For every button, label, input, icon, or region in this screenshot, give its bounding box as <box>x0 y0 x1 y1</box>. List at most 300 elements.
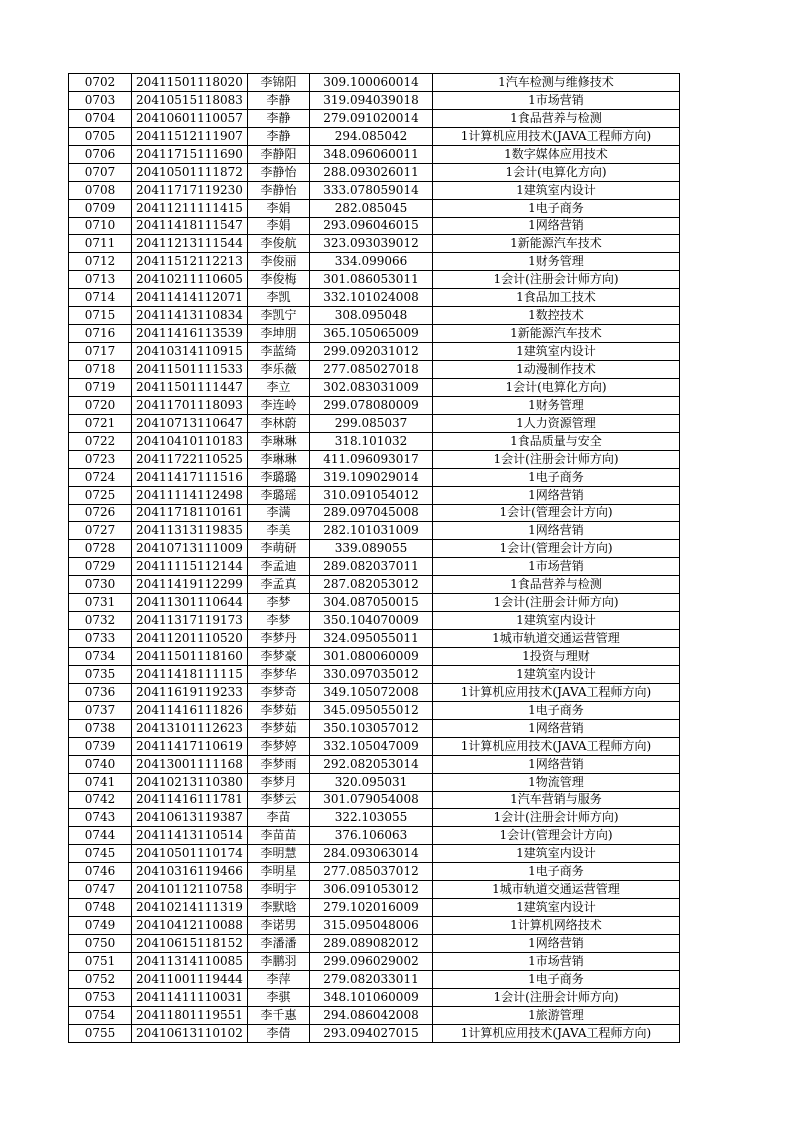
table-row <box>69 791 680 809</box>
student-name-cell: 李鹏羽 <box>248 952 310 970</box>
sequence-cell: 0749 <box>69 917 132 935</box>
sequence-cell: 0734 <box>69 648 132 666</box>
table-row <box>69 235 680 253</box>
table-row <box>69 127 680 145</box>
table-row <box>69 1024 680 1042</box>
major-cell: 1建筑室内设计 <box>433 343 680 361</box>
score-cell: 310.091054012 <box>310 486 433 504</box>
score-cell: 324.095055011 <box>310 630 433 648</box>
exam-id-cell: 20410515118083 <box>132 91 248 109</box>
student-name-cell: 李俊航 <box>248 235 310 253</box>
score-cell: 282.101031009 <box>310 522 433 540</box>
table-row <box>69 648 680 666</box>
major-cell: 1食品质量与安全 <box>433 432 680 450</box>
major-cell: 1建筑室内设计 <box>433 845 680 863</box>
score-cell: 332.105047009 <box>310 737 433 755</box>
sequence-cell: 0740 <box>69 755 132 773</box>
score-cell: 330.097035012 <box>310 665 433 683</box>
score-cell: 282.085045 <box>310 199 433 217</box>
exam-id-cell: 20411715111690 <box>132 145 248 163</box>
major-cell: 1会计(注册会计师方向) <box>433 594 680 612</box>
exam-id-cell: 20413001111168 <box>132 755 248 773</box>
score-cell: 309.100060014 <box>310 74 433 92</box>
score-cell: 294.086042008 <box>310 1006 433 1024</box>
student-name-cell: 李连岭 <box>248 396 310 414</box>
exam-id-cell: 20410613110102 <box>132 1024 248 1042</box>
table-row <box>69 414 680 432</box>
major-cell: 1会计(注册会计师方向) <box>433 271 680 289</box>
sequence-cell: 0722 <box>69 432 132 450</box>
score-cell: 304.087050015 <box>310 594 433 612</box>
student-name-cell: 李梦云 <box>248 791 310 809</box>
exam-id-cell: 20410410110183 <box>132 432 248 450</box>
exam-id-cell: 20411114112498 <box>132 486 248 504</box>
score-cell: 277.085027018 <box>310 361 433 379</box>
sequence-cell: 0719 <box>69 378 132 396</box>
exam-id-cell: 20411417111516 <box>132 468 248 486</box>
exam-id-cell: 20411501118020 <box>132 74 248 92</box>
sequence-cell: 0726 <box>69 504 132 522</box>
sequence-cell: 0751 <box>69 952 132 970</box>
score-cell: 315.095048006 <box>310 917 433 935</box>
major-cell: 1会计(管理会计方向) <box>433 540 680 558</box>
student-name-cell: 李萍 <box>248 970 310 988</box>
major-cell: 1新能源汽车技术 <box>433 325 680 343</box>
student-name-cell: 李林蔚 <box>248 414 310 432</box>
sequence-cell: 0733 <box>69 630 132 648</box>
table-row <box>69 1006 680 1024</box>
score-cell: 299.085037 <box>310 414 433 432</box>
major-cell: 1网络营销 <box>433 935 680 953</box>
score-cell: 293.096046015 <box>310 217 433 235</box>
exam-id-cell: 20411213111544 <box>132 235 248 253</box>
student-name-cell: 李默晗 <box>248 899 310 917</box>
table-row <box>69 504 680 522</box>
exam-id-cell: 20411411110031 <box>132 988 248 1006</box>
student-name-cell: 李乐薇 <box>248 361 310 379</box>
table-row <box>69 91 680 109</box>
major-cell: 1食品营养与检测 <box>433 576 680 594</box>
score-cell: 345.095055012 <box>310 701 433 719</box>
score-cell: 365.105065009 <box>310 325 433 343</box>
sequence-cell: 0707 <box>69 163 132 181</box>
major-cell: 1建筑室内设计 <box>433 181 680 199</box>
major-cell: 1汽车检测与维修技术 <box>433 74 680 92</box>
sequence-cell: 0739 <box>69 737 132 755</box>
student-name-cell: 李孟迪 <box>248 558 310 576</box>
major-cell: 1动漫制作技术 <box>433 361 680 379</box>
sequence-cell: 0737 <box>69 701 132 719</box>
student-name-cell: 李静怡 <box>248 181 310 199</box>
exam-id-cell: 20411416113539 <box>132 325 248 343</box>
exam-id-cell: 20411413110514 <box>132 827 248 845</box>
student-name-cell: 李璐瑶 <box>248 486 310 504</box>
table-row <box>69 594 680 612</box>
sequence-cell: 0748 <box>69 899 132 917</box>
student-name-cell: 李静阳 <box>248 145 310 163</box>
table-row <box>69 935 680 953</box>
exam-id-cell: 20411414112071 <box>132 289 248 307</box>
score-cell: 332.101024008 <box>310 289 433 307</box>
major-cell: 1市场营销 <box>433 558 680 576</box>
sequence-cell: 0755 <box>69 1024 132 1042</box>
score-cell: 279.082033011 <box>310 970 433 988</box>
sequence-cell: 0747 <box>69 881 132 899</box>
sequence-cell: 0710 <box>69 217 132 235</box>
exam-id-cell: 20411115112144 <box>132 558 248 576</box>
student-name-cell: 李娟 <box>248 217 310 235</box>
sequence-cell: 0716 <box>69 325 132 343</box>
student-name-cell: 李千惠 <box>248 1006 310 1024</box>
sequence-cell: 0723 <box>69 450 132 468</box>
table-row <box>69 307 680 325</box>
major-cell: 1网络营销 <box>433 486 680 504</box>
table-row <box>69 881 680 899</box>
sequence-cell: 0728 <box>69 540 132 558</box>
sequence-cell: 0717 <box>69 343 132 361</box>
score-cell: 289.097045008 <box>310 504 433 522</box>
student-name-cell: 李满 <box>248 504 310 522</box>
score-cell: 376.106063 <box>310 827 433 845</box>
exam-id-cell: 20411801119551 <box>132 1006 248 1024</box>
major-cell: 1旅游管理 <box>433 1006 680 1024</box>
sequence-cell: 0721 <box>69 414 132 432</box>
sequence-cell: 0732 <box>69 612 132 630</box>
sequence-cell: 0705 <box>69 127 132 145</box>
student-name-cell: 李立 <box>248 378 310 396</box>
score-cell: 287.082053012 <box>310 576 433 594</box>
student-name-cell: 李明星 <box>248 863 310 881</box>
table-row <box>69 540 680 558</box>
major-cell: 1食品营养与检测 <box>433 109 680 127</box>
sequence-cell: 0704 <box>69 109 132 127</box>
sequence-cell: 0702 <box>69 74 132 92</box>
score-cell: 299.092031012 <box>310 343 433 361</box>
student-name-cell: 李梦 <box>248 612 310 630</box>
table-row <box>69 701 680 719</box>
student-name-cell: 李俊梅 <box>248 271 310 289</box>
sequence-cell: 0735 <box>69 665 132 683</box>
student-name-cell: 李娟 <box>248 199 310 217</box>
student-name-cell: 李琳琳 <box>248 432 310 450</box>
table-row <box>69 988 680 1006</box>
student-name-cell: 李苗 <box>248 809 310 827</box>
score-cell: 293.094027015 <box>310 1024 433 1042</box>
table-row <box>69 199 680 217</box>
score-cell: 323.093039012 <box>310 235 433 253</box>
sequence-cell: 0715 <box>69 307 132 325</box>
major-cell: 1计算机应用技术(JAVA工程师方向) <box>433 1024 680 1042</box>
major-cell: 1城市轨道交通运营管理 <box>433 630 680 648</box>
table-row <box>69 970 680 988</box>
exam-id-cell: 20410501111872 <box>132 163 248 181</box>
score-cell: 292.082053014 <box>310 755 433 773</box>
sequence-cell: 0714 <box>69 289 132 307</box>
exam-id-cell: 20410713111009 <box>132 540 248 558</box>
major-cell: 1电子商务 <box>433 701 680 719</box>
major-cell: 1建筑室内设计 <box>433 612 680 630</box>
score-cell: 306.091053012 <box>310 881 433 899</box>
table-row <box>69 612 680 630</box>
student-name-cell: 李梦丹 <box>248 630 310 648</box>
table-row <box>69 378 680 396</box>
sequence-cell: 0750 <box>69 935 132 953</box>
score-cell: 288.093026011 <box>310 163 433 181</box>
major-cell: 1会计(注册会计师方向) <box>433 450 680 468</box>
major-cell: 1会计(管理会计方向) <box>433 504 680 522</box>
sequence-cell: 0745 <box>69 845 132 863</box>
major-cell: 1会计(注册会计师方向) <box>433 809 680 827</box>
sequence-cell: 0703 <box>69 91 132 109</box>
table-row <box>69 217 680 235</box>
table-row <box>69 289 680 307</box>
student-name-cell: 李萌研 <box>248 540 310 558</box>
major-cell: 1建筑室内设计 <box>433 899 680 917</box>
major-cell: 1投资与理财 <box>433 648 680 666</box>
student-name-cell: 李诺男 <box>248 917 310 935</box>
major-cell: 1电子商务 <box>433 468 680 486</box>
student-name-cell: 李锦阳 <box>248 74 310 92</box>
major-cell: 1人力资源管理 <box>433 414 680 432</box>
exam-id-cell: 20411701118093 <box>132 396 248 414</box>
student-name-cell: 李倩 <box>248 1024 310 1042</box>
table-row <box>69 558 680 576</box>
student-name-cell: 李凯宁 <box>248 307 310 325</box>
table-row <box>69 522 680 540</box>
score-cell: 319.094039018 <box>310 91 433 109</box>
major-cell: 1新能源汽车技术 <box>433 235 680 253</box>
student-name-cell: 李梦月 <box>248 773 310 791</box>
score-cell: 411.096093017 <box>310 450 433 468</box>
table-row <box>69 719 680 737</box>
student-name-cell: 李梦华 <box>248 665 310 683</box>
student-name-cell: 李梦 <box>248 594 310 612</box>
sequence-cell: 0712 <box>69 253 132 271</box>
major-cell: 1市场营销 <box>433 952 680 970</box>
score-cell: 350.103057012 <box>310 719 433 737</box>
major-cell: 1建筑室内设计 <box>433 665 680 683</box>
exam-id-cell: 20411001119444 <box>132 970 248 988</box>
exam-id-cell: 20411722110525 <box>132 450 248 468</box>
major-cell: 1汽车营销与服务 <box>433 791 680 809</box>
score-cell: 277.085037012 <box>310 863 433 881</box>
table-row <box>69 737 680 755</box>
score-cell: 299.078080009 <box>310 396 433 414</box>
exam-id-cell: 20411512111907 <box>132 127 248 145</box>
student-name-cell: 李静怡 <box>248 163 310 181</box>
score-cell: 308.095048 <box>310 307 433 325</box>
score-cell: 301.086053011 <box>310 271 433 289</box>
score-cell: 320.095031 <box>310 773 433 791</box>
exam-id-cell: 20410615118152 <box>132 935 248 953</box>
exam-id-cell: 20410613119387 <box>132 809 248 827</box>
student-name-cell: 李梦豪 <box>248 648 310 666</box>
score-cell: 322.103055 <box>310 809 433 827</box>
score-cell: 299.096029002 <box>310 952 433 970</box>
score-cell: 339.089055 <box>310 540 433 558</box>
student-name-cell: 李潘潘 <box>248 935 310 953</box>
score-cell: 348.096060011 <box>310 145 433 163</box>
exam-id-cell: 20411619119233 <box>132 683 248 701</box>
exam-id-cell: 20411419112299 <box>132 576 248 594</box>
sequence-cell: 0720 <box>69 396 132 414</box>
score-cell: 334.099066 <box>310 253 433 271</box>
score-cell: 294.085042 <box>310 127 433 145</box>
score-cell: 284.093063014 <box>310 845 433 863</box>
major-cell: 1会计(管理会计方向) <box>433 827 680 845</box>
table-row <box>69 576 680 594</box>
score-cell: 349.105072008 <box>310 683 433 701</box>
score-cell: 279.091020014 <box>310 109 433 127</box>
exam-id-cell: 20410211110605 <box>132 271 248 289</box>
exam-id-cell: 20411416111826 <box>132 701 248 719</box>
student-name-cell: 李梦雨 <box>248 755 310 773</box>
table-row <box>69 109 680 127</box>
student-name-cell: 李静 <box>248 91 310 109</box>
exam-id-cell: 20410112110758 <box>132 881 248 899</box>
student-name-cell: 李梦奇 <box>248 683 310 701</box>
student-name-cell: 李坤朋 <box>248 325 310 343</box>
sequence-cell: 0718 <box>69 361 132 379</box>
major-cell: 1市场营销 <box>433 91 680 109</box>
records-body <box>69 74 680 1043</box>
student-name-cell: 李琳琳 <box>248 450 310 468</box>
major-cell: 1网络营销 <box>433 522 680 540</box>
table-row <box>69 343 680 361</box>
major-cell: 1电子商务 <box>433 970 680 988</box>
major-cell: 1会计(电算化方向) <box>433 378 680 396</box>
exam-id-cell: 20410713110647 <box>132 414 248 432</box>
score-cell: 289.089082012 <box>310 935 433 953</box>
student-name-cell: 李俊丽 <box>248 253 310 271</box>
sequence-cell: 0729 <box>69 558 132 576</box>
exam-id-cell: 20411301110644 <box>132 594 248 612</box>
major-cell: 1财务管理 <box>433 253 680 271</box>
score-cell: 319.109029014 <box>310 468 433 486</box>
major-cell: 1网络营销 <box>433 719 680 737</box>
score-cell: 318.101032 <box>310 432 433 450</box>
table-row <box>69 683 680 701</box>
table-row <box>69 665 680 683</box>
table-row <box>69 899 680 917</box>
sequence-cell: 0738 <box>69 719 132 737</box>
score-cell: 348.101060009 <box>310 988 433 1006</box>
student-name-cell: 李静 <box>248 109 310 127</box>
student-name-cell: 李苗苗 <box>248 827 310 845</box>
exam-id-cell: 20410501110174 <box>132 845 248 863</box>
exam-id-cell: 20410316119466 <box>132 863 248 881</box>
table-row <box>69 361 680 379</box>
exam-id-cell: 20411717119230 <box>132 181 248 199</box>
major-cell: 1会计(电算化方向) <box>433 163 680 181</box>
student-name-cell: 李美 <box>248 522 310 540</box>
table-row <box>69 163 680 181</box>
exam-id-cell: 20411718110161 <box>132 504 248 522</box>
student-name-cell: 李梦茹 <box>248 719 310 737</box>
major-cell: 1网络营销 <box>433 217 680 235</box>
table-row <box>69 917 680 935</box>
table-row <box>69 809 680 827</box>
exam-id-cell: 20411501118160 <box>132 648 248 666</box>
sequence-cell: 0741 <box>69 773 132 791</box>
student-name-cell: 李明宇 <box>248 881 310 899</box>
table-row <box>69 827 680 845</box>
major-cell: 1数控技术 <box>433 307 680 325</box>
sequence-cell: 0742 <box>69 791 132 809</box>
sequence-cell: 0708 <box>69 181 132 199</box>
table-row <box>69 773 680 791</box>
score-cell: 289.082037011 <box>310 558 433 576</box>
exam-id-cell: 20411313119835 <box>132 522 248 540</box>
sequence-cell: 0754 <box>69 1006 132 1024</box>
score-cell: 302.083031009 <box>310 378 433 396</box>
exam-id-cell: 20411201110520 <box>132 630 248 648</box>
exam-id-cell: 20411501111447 <box>132 378 248 396</box>
exam-id-cell: 20410314110915 <box>132 343 248 361</box>
major-cell: 1计算机网络技术 <box>433 917 680 935</box>
score-cell: 279.102016009 <box>310 899 433 917</box>
sequence-cell: 0724 <box>69 468 132 486</box>
score-cell: 301.079054008 <box>310 791 433 809</box>
major-cell: 1数字媒体应用技术 <box>433 145 680 163</box>
major-cell: 1城市轨道交通运营管理 <box>433 881 680 899</box>
score-cell: 333.078059014 <box>310 181 433 199</box>
major-cell: 1计算机应用技术(JAVA工程师方向) <box>433 737 680 755</box>
sequence-cell: 0744 <box>69 827 132 845</box>
student-name-cell: 李静 <box>248 127 310 145</box>
student-name-cell: 李孟真 <box>248 576 310 594</box>
sequence-cell: 0725 <box>69 486 132 504</box>
table-row <box>69 432 680 450</box>
major-cell: 1网络营销 <box>433 755 680 773</box>
table-row <box>69 863 680 881</box>
sequence-cell: 0746 <box>69 863 132 881</box>
major-cell: 1电子商务 <box>433 199 680 217</box>
sequence-cell: 0730 <box>69 576 132 594</box>
sequence-cell: 0711 <box>69 235 132 253</box>
table-row <box>69 450 680 468</box>
table-row <box>69 486 680 504</box>
table-row <box>69 396 680 414</box>
table-row <box>69 630 680 648</box>
student-name-cell: 李梦婷 <box>248 737 310 755</box>
exam-id-cell: 20411317119173 <box>132 612 248 630</box>
table-row <box>69 253 680 271</box>
exam-id-cell: 20413101112623 <box>132 719 248 737</box>
major-cell: 1财务管理 <box>433 396 680 414</box>
score-cell: 301.080060009 <box>310 648 433 666</box>
student-name-cell: 李明慧 <box>248 845 310 863</box>
sequence-cell: 0709 <box>69 199 132 217</box>
exam-id-cell: 20410214111319 <box>132 899 248 917</box>
table-row <box>69 845 680 863</box>
major-cell: 1物流管理 <box>433 773 680 791</box>
sequence-cell: 0736 <box>69 683 132 701</box>
records-table <box>68 73 680 1043</box>
sequence-cell: 0706 <box>69 145 132 163</box>
sequence-cell: 0753 <box>69 988 132 1006</box>
exam-id-cell: 20410213110380 <box>132 773 248 791</box>
exam-id-cell: 20410601110057 <box>132 109 248 127</box>
table-row <box>69 468 680 486</box>
student-name-cell: 李蓝绮 <box>248 343 310 361</box>
sequence-cell: 0752 <box>69 970 132 988</box>
major-cell: 1食品加工技术 <box>433 289 680 307</box>
table-row <box>69 271 680 289</box>
student-name-cell: 李凯 <box>248 289 310 307</box>
exam-id-cell: 20411416111781 <box>132 791 248 809</box>
major-cell: 1电子商务 <box>433 863 680 881</box>
